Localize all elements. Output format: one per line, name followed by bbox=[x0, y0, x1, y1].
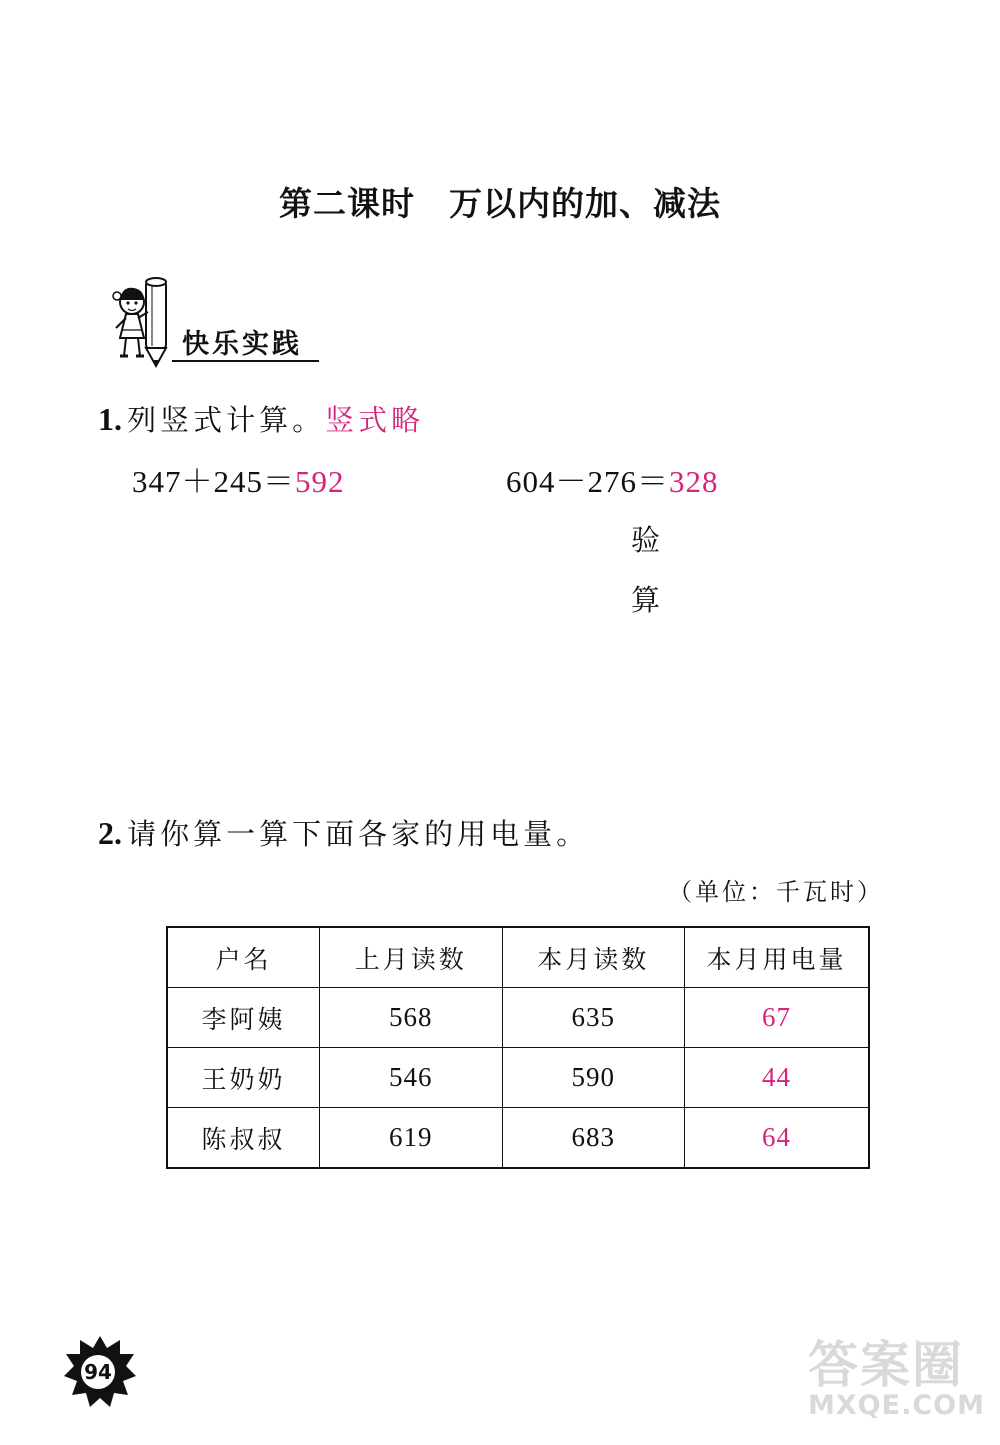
page-title: 第二课时 万以内的加、减法 bbox=[279, 184, 721, 223]
equation-expression: 347＋245＝ bbox=[132, 464, 295, 499]
household-name: 李阿姨 bbox=[167, 988, 320, 1048]
page-number: 94 bbox=[84, 1360, 112, 1384]
last-month-reading: 546 bbox=[320, 1048, 503, 1108]
question-text: 请你算一算下面各家的用电量。 bbox=[127, 817, 590, 851]
equation-answer: 592 bbox=[295, 464, 345, 499]
page-number-badge bbox=[62, 1334, 138, 1410]
verify-label-1: 验 bbox=[631, 523, 661, 557]
table-header-cell: 本月读数 bbox=[502, 927, 685, 988]
last-month-reading: 568 bbox=[320, 988, 503, 1048]
equation-subtraction bbox=[506, 456, 719, 501]
question-number: 2. bbox=[98, 815, 122, 851]
this-month-reading: 635 bbox=[502, 988, 685, 1048]
watermark-text: 答案圈 bbox=[808, 1336, 964, 1394]
usage-answer: 64 bbox=[685, 1108, 869, 1169]
table-header-row bbox=[167, 927, 869, 988]
table-row bbox=[167, 1048, 869, 1108]
section-label: 快乐实践 bbox=[182, 329, 302, 360]
last-month-reading: 619 bbox=[320, 1108, 503, 1169]
answer-note: 竖式略 bbox=[325, 403, 425, 437]
usage-answer: 67 bbox=[685, 988, 869, 1048]
equation-answer: 328 bbox=[669, 464, 719, 499]
electricity-table bbox=[166, 926, 870, 1169]
question-number: 1. bbox=[98, 401, 122, 437]
table-row bbox=[167, 988, 869, 1048]
household-name: 王奶奶 bbox=[167, 1048, 320, 1108]
equation-expression: 604－276＝ bbox=[506, 464, 669, 499]
equation-addition bbox=[132, 456, 345, 501]
question-2 bbox=[98, 812, 589, 853]
watermark bbox=[808, 1336, 985, 1421]
table-row bbox=[167, 1108, 869, 1169]
question-1 bbox=[98, 398, 424, 439]
unit-label: （单位：千瓦时） bbox=[668, 878, 884, 906]
table-header-cell: 上月读数 bbox=[320, 927, 503, 988]
table-header-cell: 户名 bbox=[167, 927, 320, 988]
girl-pencil-icon bbox=[108, 272, 176, 370]
usage-answer: 44 bbox=[685, 1048, 869, 1108]
household-name: 陈叔叔 bbox=[167, 1108, 320, 1169]
section-underline bbox=[172, 360, 319, 362]
this-month-reading: 683 bbox=[502, 1108, 685, 1169]
verify-label-2: 算 bbox=[631, 583, 661, 617]
table-header-cell: 本月用电量 bbox=[685, 927, 869, 988]
watermark-url: MXQE.COM bbox=[808, 1390, 985, 1421]
question-text: 列竖式计算。 bbox=[127, 403, 326, 437]
this-month-reading: 590 bbox=[502, 1048, 685, 1108]
